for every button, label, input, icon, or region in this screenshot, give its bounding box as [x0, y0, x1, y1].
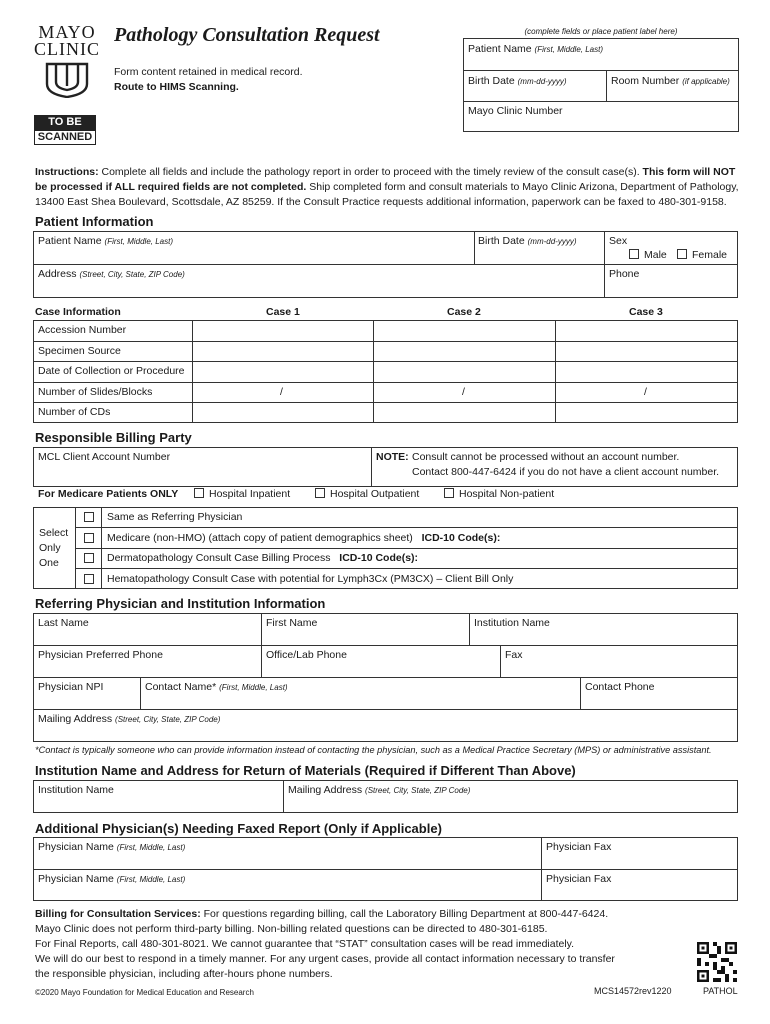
patient-name-field[interactable]: Patient Name (First, Middle, Last) [38, 235, 174, 247]
billing-info-line1: Billing for Consultation Services: For questions regarding billing, call the Laboratory Billing Department at 800-447-6424. [35, 908, 609, 920]
route-note: Route to HIMS Scanning. [114, 81, 239, 93]
label-birth-date[interactable]: Birth Date (mm-dd-yyyy) [468, 75, 567, 87]
page-title: Pathology Consultation Request [114, 24, 380, 46]
opt-same-as-referring[interactable]: Same as Referring Physician [107, 511, 243, 523]
row-cds: Number of CDs [38, 406, 111, 418]
sex-male-checkbox[interactable]: Male [629, 249, 667, 261]
sex-label: Sex [609, 235, 628, 247]
label-patient-name[interactable]: Patient Name (First, Middle, Last) [468, 43, 604, 55]
row-accession: Accession Number [38, 324, 127, 336]
pathol-code: PATHOL [703, 986, 738, 996]
hospital-inpatient-checkbox[interactable]: Hospital Inpatient [194, 488, 290, 500]
billing-info-line4: We will do our best to respond in a timely manner. For any urgent cases, provide all contact information necessary to transfer [35, 953, 615, 965]
add-physician-fax-1[interactable]: Physician Fax [546, 841, 612, 853]
case1-heading: Case 1 [266, 306, 300, 318]
ref-mailing-field[interactable]: Mailing Address (Street, City, State, ZIP Code) [38, 713, 221, 725]
outpatient-checkbox-icon[interactable] [315, 488, 325, 498]
opt2-checkbox-icon[interactable] [84, 533, 94, 543]
slides-slash-3: / [644, 386, 647, 398]
label-clinic-number[interactable]: Mayo Clinic Number [468, 105, 563, 117]
billing-info-line3: For Final Reports, call 480-301-8021. We cannot guarantee that “STAT” consultation cases will be read immediately. [35, 938, 575, 950]
patient-address-field[interactable]: Address (Street, City, State, ZIP Code) [38, 268, 185, 280]
logo-text-clinic: CLINIC [34, 39, 100, 59]
ref-first-name-field[interactable]: First Name [266, 617, 318, 629]
ref-institution-field[interactable]: Institution Name [474, 617, 550, 629]
patient-phone-field[interactable]: Phone [609, 268, 640, 280]
instructions-line1: Instructions: Complete all fields and include the pathology report in order to proceed with the timely review of the consult case(s). This form will NOT [35, 166, 736, 178]
row-slides: Number of Slides/Blocks [38, 386, 153, 398]
mayo-clinic-logo [32, 24, 102, 100]
add-physician-name-2[interactable]: Physician Name (First, Middle, Last) [38, 873, 186, 885]
opt4-checkbox-icon[interactable] [84, 574, 94, 584]
retained-note: Form content retained in medical record. [114, 66, 303, 78]
additional-heading: Additional Physician(s) Needing Faxed Report (Only if Applicable) [35, 821, 442, 836]
opt-dermatopathology[interactable]: Dermatopathology Consult Case Billing Process ICD-10 Code(s): [107, 552, 419, 564]
opt-medicare[interactable]: Medicare (non-HMO) (attach copy of patient demographics sheet) ICD-10 Code(s): [107, 532, 501, 544]
form-code: MCS14572rev1220 [594, 986, 672, 996]
select-only-one-1: Select [39, 527, 69, 539]
instructions-line3: 13400 East Shea Boulevard, Scottsdale, AZ 85259. If the Consult Practice requests additional information, paperwork can be faxed to 480-301-9158. [35, 196, 727, 208]
ref-contact-name-field[interactable]: Contact Name* (First, Middle, Last) [145, 681, 288, 693]
case2-heading: Case 2 [447, 306, 481, 318]
add-physician-name-1[interactable]: Physician Name (First, Middle, Last) [38, 841, 186, 853]
billing-info-line2: Mayo Clinic does not perform third-party billing. Non-billing related questions can be directed to 480-301-6185. [35, 923, 548, 935]
billing-info-line5: the responsible physician, including after-hours phone numbers. [35, 968, 333, 980]
ref-contact-phone-field[interactable]: Contact Phone [585, 681, 655, 693]
hospital-nonpatient-checkbox[interactable]: Hospital Non-patient [444, 488, 554, 500]
ref-last-name-field[interactable]: Last Name [38, 617, 89, 629]
shield-logo-icon [43, 60, 91, 98]
badge-bottom: SCANNED [34, 130, 96, 145]
female-checkbox-icon[interactable] [677, 249, 687, 259]
slides-slash-1: / [280, 386, 283, 398]
select-only-one-2: Only [39, 542, 61, 554]
nonpatient-checkbox-icon[interactable] [444, 488, 454, 498]
male-checkbox-icon[interactable] [629, 249, 639, 259]
return-mailing-field[interactable]: Mailing Address (Street, City, State, ZIP Code) [288, 784, 471, 796]
copyright: ©2020 Mayo Foundation for Medical Education and Research [35, 988, 254, 997]
note-line1: Consult cannot be processed without an account number. [412, 451, 680, 463]
billing-heading: Responsible Billing Party [35, 430, 192, 445]
return-institution-field[interactable]: Institution Name [38, 784, 114, 796]
logo-text-mayo: MAYO [38, 22, 96, 42]
instructions-line2: be processed if ALL required fields are not completed. Ship completed form and consult materials to Mayo Clinic Arizona, Department of Pathology, [35, 181, 739, 193]
add-physician-fax-2[interactable]: Physician Fax [546, 873, 612, 885]
ref-npi-field[interactable]: Physician NPI [38, 681, 104, 693]
ref-fax-field[interactable]: Fax [505, 649, 523, 661]
opt-hematopathology[interactable]: Hematopathology Consult Case with potential for Lymph3Cx (PM3CX) – Client Bill Only [107, 573, 514, 585]
slides-slash-2: / [462, 386, 465, 398]
select-only-one-3: One [39, 557, 59, 569]
note-label: NOTE: [376, 451, 409, 463]
ref-preferred-phone-field[interactable]: Physician Preferred Phone [38, 649, 163, 661]
return-heading: Institution Name and Address for Return of Materials (Required if Different Than Above) [35, 763, 576, 778]
to-be-scanned-badge [34, 115, 96, 145]
opt3-checkbox-icon[interactable] [84, 553, 94, 563]
qr-code-icon [697, 942, 737, 982]
contact-footnote: *Contact is typically someone who can provide information instead of contacting the physician, such as a Medical Practice Secretary (MPS) or administrative assistant. [35, 745, 712, 755]
patient-heading: Patient Information [35, 214, 154, 229]
inpatient-checkbox-icon[interactable] [194, 488, 204, 498]
sex-female-checkbox[interactable]: Female [677, 249, 727, 261]
case-info-heading: Case Information [35, 306, 121, 318]
row-collection-date: Date of Collection or Procedure [38, 365, 185, 377]
label-room-number[interactable]: Room Number (if applicable) [611, 75, 730, 87]
hospital-outpatient-checkbox[interactable]: Hospital Outpatient [315, 488, 419, 500]
mcl-account-field[interactable]: MCL Client Account Number [38, 451, 171, 463]
patient-birth-field[interactable]: Birth Date (mm-dd-yyyy) [478, 235, 577, 247]
ref-office-phone-field[interactable]: Office/Lab Phone [266, 649, 347, 661]
badge-top: TO BE [34, 115, 96, 130]
opt1-checkbox-icon[interactable] [84, 512, 94, 522]
medicare-label: For Medicare Patients ONLY [38, 488, 179, 500]
row-specimen: Specimen Source [38, 345, 121, 357]
referring-heading: Referring Physician and Institution Information [35, 596, 326, 611]
note-line2: Contact 800-447-6424 if you do not have a client account number. [412, 466, 720, 478]
case3-heading: Case 3 [629, 306, 663, 318]
patient-label-note: (complete fields or place patient label here) [524, 27, 678, 36]
